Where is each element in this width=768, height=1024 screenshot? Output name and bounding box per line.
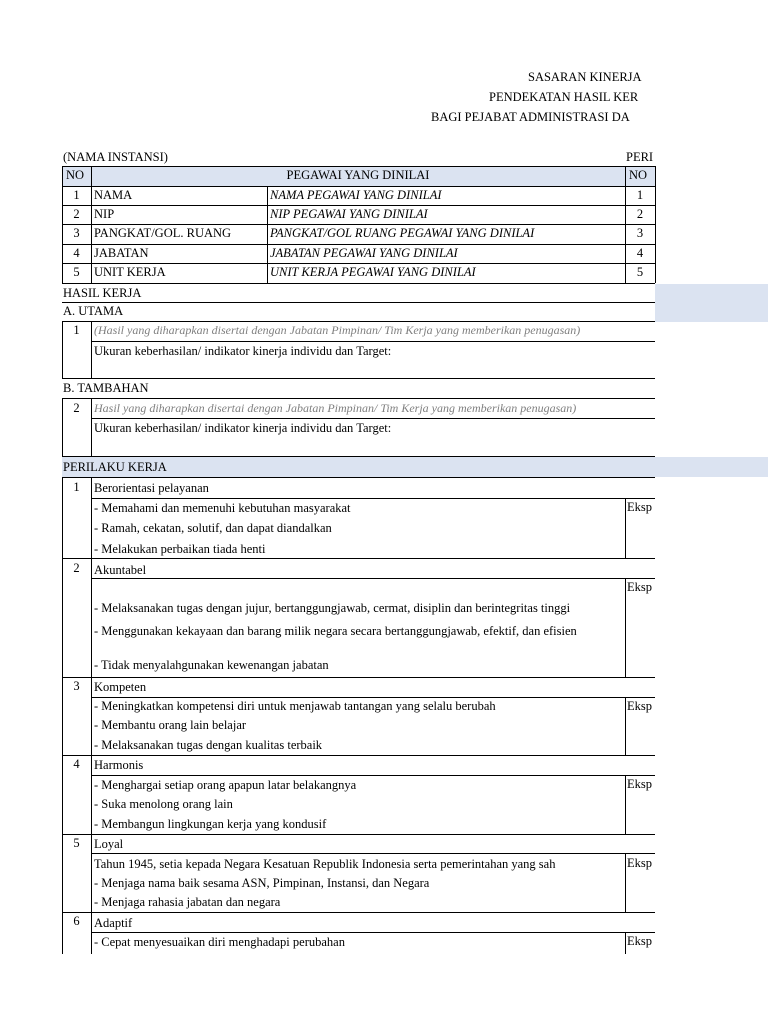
row-no-right: 2 xyxy=(636,207,644,221)
row-no-right: 1 xyxy=(636,188,644,202)
perilaku-heading-band xyxy=(62,457,768,477)
perilaku-line: - Menggunakan kekayaan dan barang milik negara secara bertanggungjawab, efektif, dan efisien xyxy=(94,624,577,638)
row-value: NAMA PEGAWAI YANG DINILAI xyxy=(270,188,442,202)
row-no-right: 3 xyxy=(636,226,644,240)
perilaku-name: Kompeten xyxy=(94,680,147,694)
row-label: NIP xyxy=(94,207,115,221)
row-no: 3 xyxy=(73,226,80,240)
perilaku-no: 4 xyxy=(73,757,80,771)
row-no: 2 xyxy=(73,207,80,221)
tambahan-no: 2 xyxy=(73,401,80,415)
perilaku-line: - Membantu orang lain belajar xyxy=(94,718,247,732)
row-value: UNIT KERJA PEGAWAI YANG DINILAI xyxy=(270,265,476,279)
perilaku-line: - Menjaga nama baik sesama ASN, Pimpinan, Instansi, dan Negara xyxy=(94,876,430,890)
utama-heading: A. UTAMA xyxy=(63,304,124,318)
perilaku-line: - Cepat menyesuaikan diri menghadapi perubahan xyxy=(94,935,345,949)
utama-no: 1 xyxy=(73,323,80,337)
perilaku-line: - Ramah, cekatan, solutif, dan dapat diandalkan xyxy=(94,521,332,535)
ekspektasi-label: Eksp xyxy=(627,580,652,594)
perilaku-name: Akuntabel xyxy=(94,563,147,577)
perilaku-line: - Menjaga rahasia jabatan dan negara xyxy=(94,895,281,909)
row-label: JABATAN xyxy=(94,246,149,260)
periode-label: PERI xyxy=(626,150,654,164)
row-label: UNIT KERJA xyxy=(94,265,166,279)
tambahan-hint: Hasil yang diharapkan disertai dengan Jabatan Pimpinan/ Tim Kerja yang memberikan penugasan) xyxy=(94,401,577,415)
perilaku-heading: PERILAKU KERJA xyxy=(63,460,167,474)
tambahan-heading: B. TAMBAHAN xyxy=(63,381,149,395)
utama-hint: (Hasil yang diharapkan disertai dengan Jabatan Pimpinan/ Tim Kerja yang memberikan penugasan) xyxy=(94,323,581,337)
perilaku-line: - Suka menolong orang lain xyxy=(94,797,233,811)
perilaku-no: 2 xyxy=(73,561,80,575)
ekspektasi-label: Eksp xyxy=(627,856,652,870)
perilaku-line: - Memahami dan memenuhi kebutuhan masyarakat xyxy=(94,501,351,515)
row-value: NIP PEGAWAI YANG DINILAI xyxy=(270,207,428,221)
ekspektasi-label: Eksp xyxy=(627,500,652,514)
perilaku-no: 6 xyxy=(73,914,80,928)
ekspektasi-label: Eksp xyxy=(627,699,652,713)
doc-title-line3: BAGI PEJABAT ADMINISTRASI DA xyxy=(431,110,630,124)
perilaku-line: - Tidak menyalahgunakan kewenangan jabatan xyxy=(94,658,329,672)
row-no: 5 xyxy=(73,265,80,279)
ekspektasi-label: Eksp xyxy=(627,777,652,791)
row-no-right: 5 xyxy=(636,265,644,279)
perilaku-name: Harmonis xyxy=(94,758,144,772)
row-label: NAMA xyxy=(94,188,133,202)
perilaku-line: - Menghargai setiap orang apapun latar belakangnya xyxy=(94,778,357,792)
header-no: NO xyxy=(66,168,85,182)
perilaku-line: Tahun 1945, setia kepada Negara Kesatuan Republik Indonesia serta pemerintahan yang sah xyxy=(94,857,556,871)
perilaku-no: 1 xyxy=(73,480,80,494)
header-pegawai: PEGAWAI YANG DINILAI xyxy=(286,168,430,182)
perilaku-no: 3 xyxy=(73,679,80,693)
row-no: 4 xyxy=(73,246,80,260)
perilaku-name: Loyal xyxy=(94,837,124,851)
utama-indikator: Ukuran keberhasilan/ indikator kinerja individu dan Target: xyxy=(94,344,392,358)
tambahan-indikator: Ukuran keberhasilan/ indikator kinerja individu dan Target: xyxy=(94,421,392,435)
row-no: 1 xyxy=(73,188,80,202)
row-no-right: 4 xyxy=(636,246,644,260)
instansi-label: (NAMA INSTANSI) xyxy=(63,150,168,164)
perilaku-line: - Melaksanakan tugas dengan kualitas terbaik xyxy=(94,738,323,752)
hasil-kerja-heading: HASIL KERJA xyxy=(63,286,142,300)
row-value: JABATAN PEGAWAI YANG DINILAI xyxy=(270,246,458,260)
perilaku-name: Berorientasi pelayanan xyxy=(94,481,209,495)
row-label: PANGKAT/GOL. RUANG xyxy=(94,226,232,240)
perilaku-line: - Membangun lingkungan kerja yang kondusif xyxy=(94,817,327,831)
perilaku-line: - Melakukan perbaikan tiada henti xyxy=(94,542,266,556)
perilaku-line: - Melaksanakan tugas dengan jujur, bertanggungjawab, cermat, disiplin dan berintegritas tinggi xyxy=(94,601,571,615)
perilaku-line: - Meningkatkan kompetensi diri untuk menjawab tantangan yang selalu berubah xyxy=(94,699,496,713)
doc-title-line1: SASARAN KINERJA xyxy=(528,70,642,84)
perilaku-name: Adaptif xyxy=(94,916,133,930)
ekspektasi-label: Eksp xyxy=(627,934,652,948)
row-value: PANGKAT/GOL RUANG PEGAWAI YANG DINILAI xyxy=(270,226,535,240)
perilaku-no: 5 xyxy=(73,836,80,850)
header-no-right: NO xyxy=(629,168,648,182)
section-band xyxy=(655,284,768,322)
doc-title-line2: PENDEKATAN HASIL KER xyxy=(489,90,639,104)
